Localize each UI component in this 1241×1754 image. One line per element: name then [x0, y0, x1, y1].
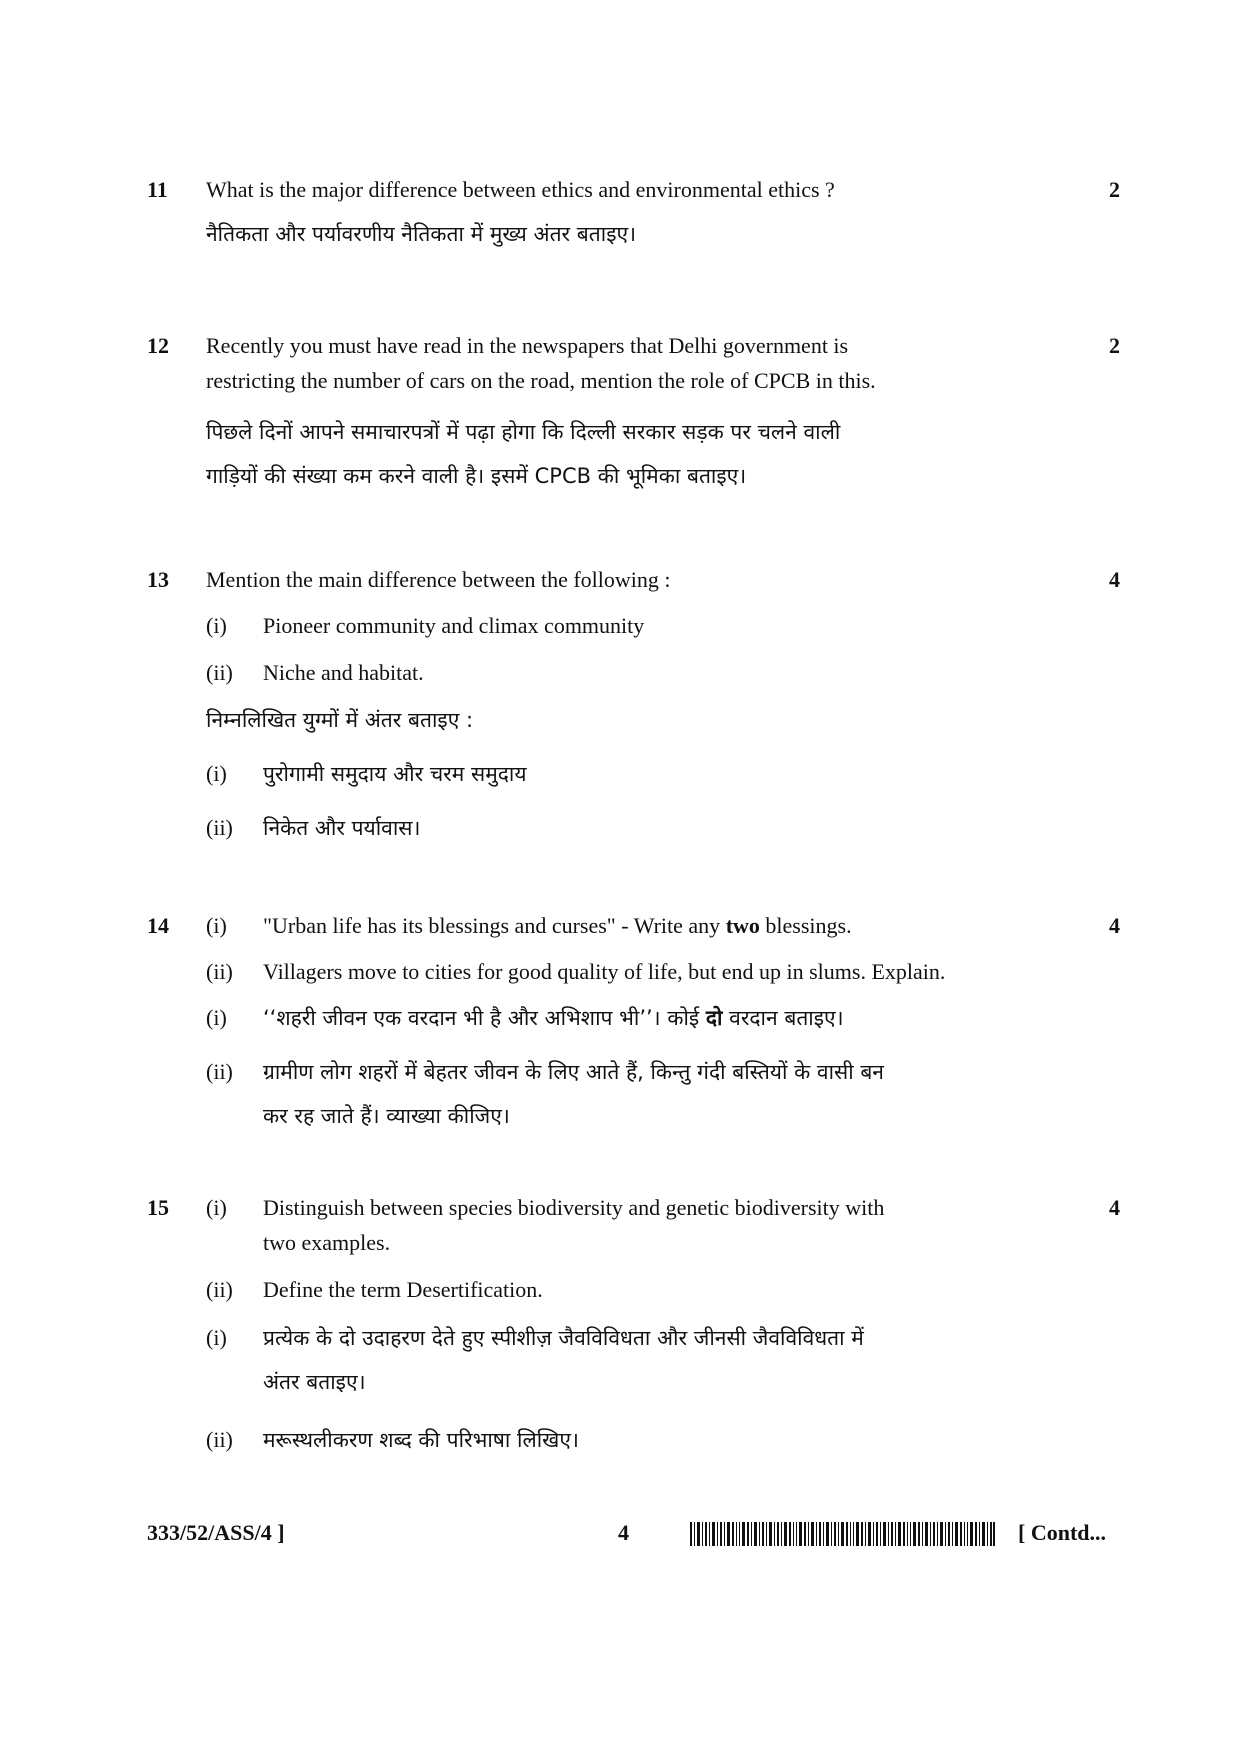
question-text-en-line1: Recently you must have read in the newspapers that Delhi government is [206, 333, 849, 358]
question-number: 12 [147, 333, 169, 358]
question-marks: 4 [1109, 567, 1120, 592]
emphasis-do: दो [705, 1006, 723, 1030]
question-number: 14 [147, 913, 169, 938]
question-text-en-line2: restricting the number of cars on the road, mention the role of CPCB in this. [206, 368, 876, 393]
sub-label: (i) [206, 913, 227, 938]
sub-text-hi: मरूस्थलीकरण शब्द की परिभाषा लिखिए। [263, 1428, 579, 1452]
question-text-en: Mention the main difference between the following : [206, 567, 671, 592]
sub-label: (ii) [206, 959, 233, 984]
sub-label: (ii) [206, 815, 233, 840]
sub-text-en: Define the term Desertification. [263, 1277, 543, 1302]
sub-label: (i) [206, 613, 227, 638]
sub-label: (i) [206, 761, 227, 786]
continued-label: [ Contd... [1018, 1520, 1107, 1545]
sub-label: (ii) [206, 1059, 233, 1084]
sub-text-en-part: blessings. [759, 913, 852, 938]
sub-text-hi-line1: प्रत्येक के दो उदाहरण देते हुए स्पीशीज़ जैवविविधता और जीनसी जैवविविधता में [263, 1326, 864, 1350]
sub-label: (i) [206, 1005, 227, 1030]
sub-text-en: Niche and habitat. [263, 660, 424, 685]
sub-label: (ii) [206, 1427, 233, 1452]
sub-text-hi-line1: ग्रामीण लोग शहरों में बेहतर जीवन के लिए आते हैं, किन्तु गंदी बस्तियों के वासी बन [263, 1060, 884, 1084]
sub-text-en [263, 908, 1063, 944]
sub-label: (i) [206, 1195, 227, 1220]
question-number: 13 [147, 567, 169, 592]
question-number: 15 [147, 1195, 169, 1220]
sub-text-hi-line2: कर रह जाते हैं। व्याख्या कीजिए। [263, 1104, 510, 1128]
sub-label: (ii) [206, 1277, 233, 1302]
page-number: 4 [618, 1520, 629, 1545]
question-text-hi: नैतिकता और पर्यावरणीय नैतिकता में मुख्य अंतर बताइए। [206, 222, 637, 246]
question-marks: 4 [1109, 913, 1120, 938]
question-text-hi-line2: गाड़ियों की संख्या कम करने वाली है। इसमें CPCB की भूमिका बताइए। [206, 464, 747, 488]
sub-text-en-line1: Distinguish between species biodiversity and genetic biodiversity with [263, 1195, 885, 1220]
question-text-hi-line1: पिछले दिनों आपने समाचारपत्रों में पढ़ा होगा कि दिल्ली सरकार सड़क पर चलने वाली [206, 420, 841, 444]
sub-text-en: Villagers move to cities for good quality of life, but end up in slums. Explain. [263, 959, 946, 984]
sub-text-hi: पुरोगामी समुदाय और चरम समुदाय [263, 762, 527, 786]
question-text-hi: निम्नलिखित युग्मों में अंतर बताइए : [206, 708, 474, 732]
sub-text-en-part: "Urban life has its blessings and curses" - Write any [263, 913, 726, 938]
question-number: 11 [147, 177, 168, 202]
sub-text-hi-part: वरदान बताइए। [722, 1006, 844, 1030]
sub-text-hi [263, 996, 1063, 1040]
sub-label: (ii) [206, 660, 233, 685]
question-marks: 4 [1109, 1195, 1120, 1220]
barcode-icon [690, 1522, 995, 1546]
emphasis-two: two [725, 913, 760, 938]
sub-label: (i) [206, 1325, 227, 1350]
paper-code: 333/52/ASS/4 ] [147, 1520, 285, 1545]
sub-text-hi: निकेत और पर्यावास। [263, 816, 421, 840]
question-marks: 2 [1109, 177, 1120, 202]
question-text-en: What is the major difference between ethics and environmental ethics ? [206, 177, 835, 202]
sub-text-en-line2: two examples. [263, 1230, 391, 1255]
question-marks: 2 [1109, 333, 1120, 358]
sub-text-hi-part: ‘‘शहरी जीवन एक वरदान भी है और अभिशाप भी’’। कोई [263, 1006, 706, 1030]
sub-text-en: Pioneer community and climax community [263, 613, 645, 638]
sub-text-hi-line2: अंतर बताइए। [263, 1370, 366, 1394]
